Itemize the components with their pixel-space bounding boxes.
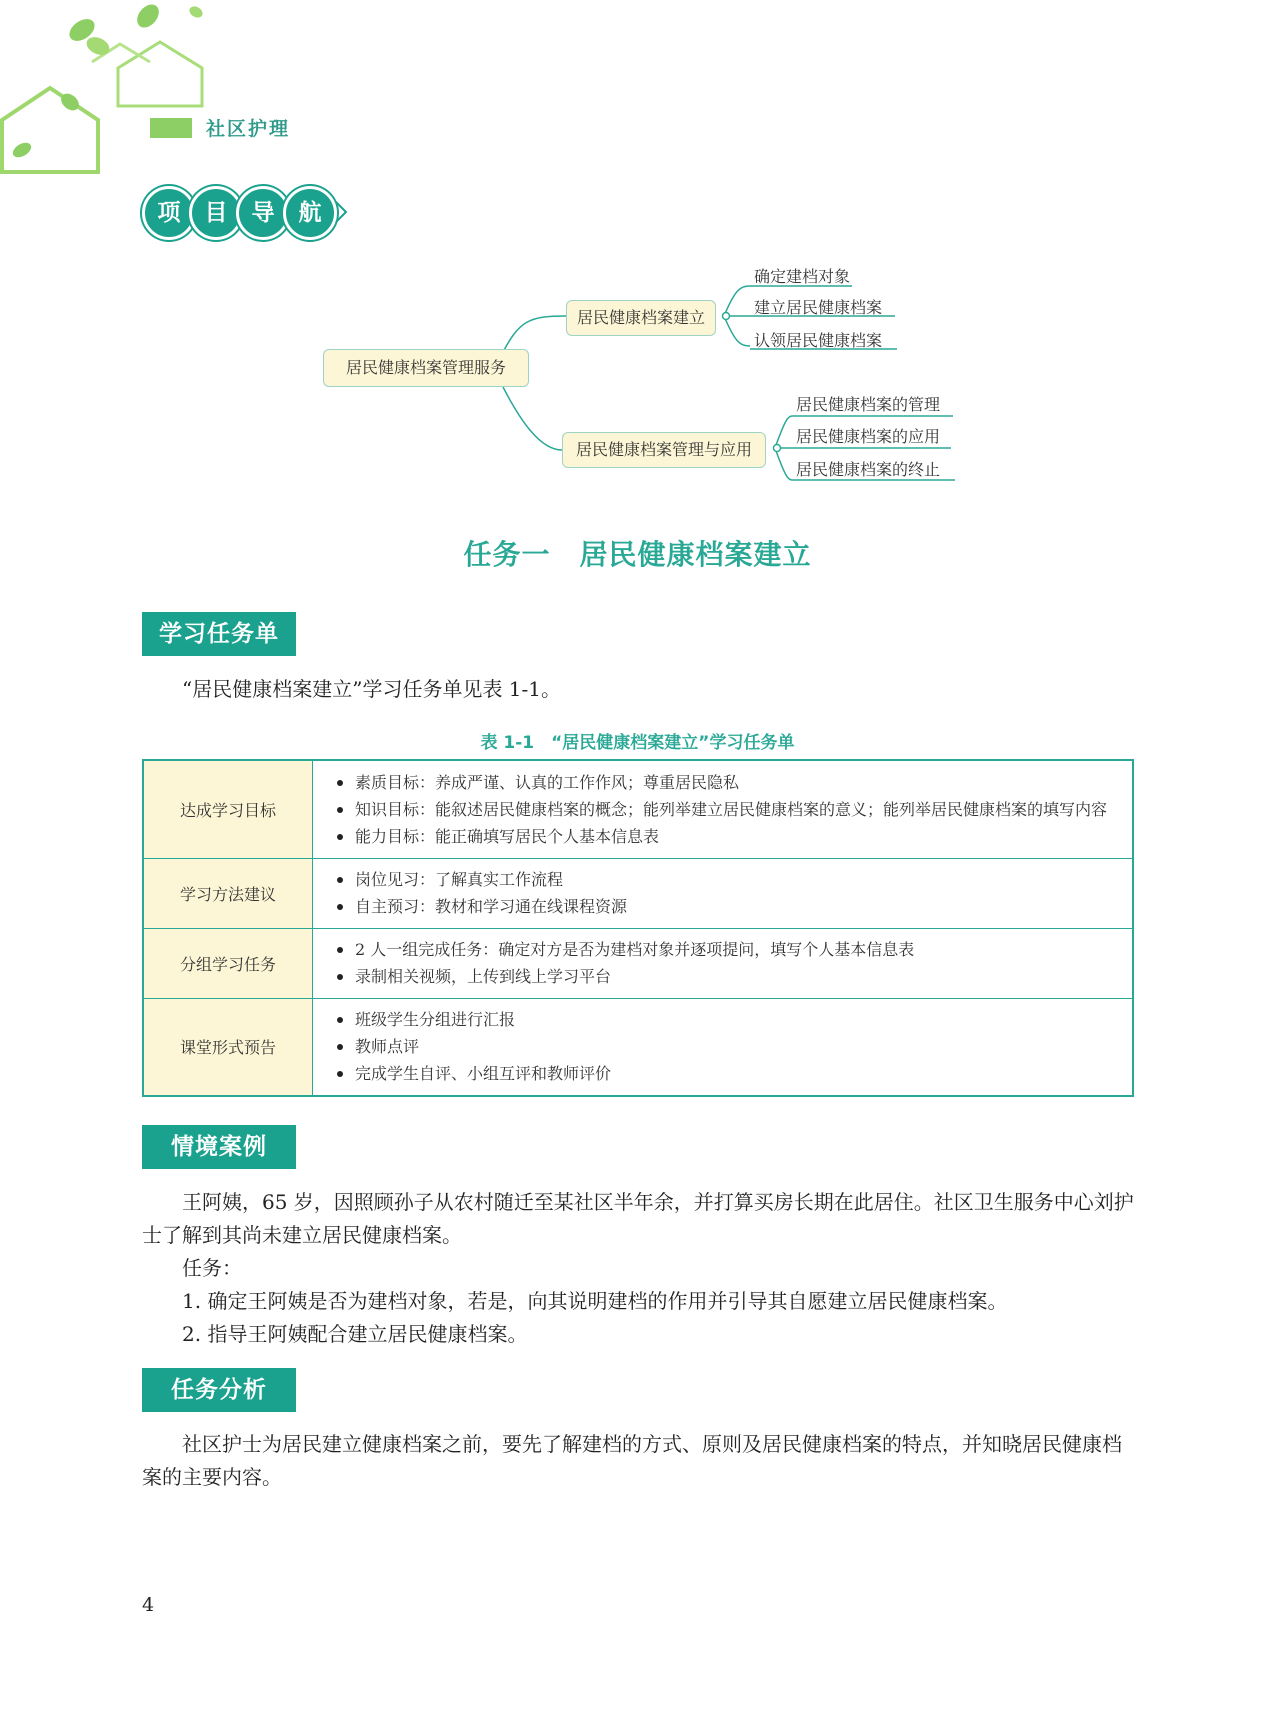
mindmap-root: 居民健康档案管理服务 (323, 349, 529, 387)
list-item: 知识目标：能叙述居民健康档案的概念；能列举建立居民健康档案的意义；能列举居民健康档案的填写内容 (333, 796, 1132, 823)
list-item: 能力目标：能正确填写居民个人基本信息表 (333, 823, 1132, 850)
nav-char: 项 (142, 186, 196, 240)
case-task-label: 任务： (182, 1256, 242, 1280)
mindmap-branch: 居民健康档案建立 (566, 300, 716, 336)
row-body (313, 928, 1134, 998)
table-caption: 表 1-1 “居民健康档案建立”学习任务单 (480, 733, 795, 753)
list-item: 自主预习：教材和学习通在线课程资源 (333, 893, 1132, 920)
mindmap-leaf: 居民健康档案的管理 (796, 395, 941, 414)
table-row (143, 928, 1133, 998)
section-tab-analysis: 任务分析 (142, 1368, 296, 1412)
list-item: 教师点评 (333, 1033, 1132, 1060)
row-body (313, 998, 1134, 1096)
table-row (143, 760, 1133, 858)
page-number: 4 (142, 1594, 155, 1616)
list-item: 素质目标：养成严谨、认真的工作作风；尊重居民隐私 (333, 769, 1132, 796)
nav-char: 导 (236, 186, 290, 240)
mindmap-leaf: 认领居民健康档案 (754, 331, 883, 350)
task-title: 任务一 居民健康档案建立 (463, 538, 812, 571)
list-item: 岗位见习：了解真实工作流程 (333, 866, 1132, 893)
mindmap-connectors (0, 0, 1275, 500)
row-header: 课堂形式预告 (143, 998, 313, 1096)
nav-char: 目 (189, 186, 243, 240)
section-tab-study: 学习任务单 (142, 612, 296, 656)
study-task-table (142, 759, 1134, 1097)
list-item: 2 人一组完成任务：确定对方是否为建档对象并逐项提问，填写个人基本信息表 (333, 936, 1132, 963)
row-body (313, 858, 1134, 928)
table-row (143, 858, 1133, 928)
row-body (313, 760, 1134, 858)
mindmap-leaf: 居民健康档案的应用 (796, 427, 941, 446)
nav-char: 航 (283, 186, 337, 240)
case-paragraph: 王阿姨，65 岁，因照顾孙子从农村随迁至某社区半年余，并打算买房长期在此居住。社区卫生服务中心刘护士了解到其尚未建立居民健康档案。 (142, 1190, 1134, 1247)
mindmap-leaf: 建立居民健康档案 (754, 298, 883, 317)
section-tab-case: 情境案例 (142, 1125, 296, 1169)
analysis-paragraph: 社区护士为居民建立健康档案之前，要先了解建档的方式、原则及居民健康档案的特点，并知晓居民健康档案的主要内容。 (142, 1432, 1122, 1489)
mindmap-branch: 居民健康档案管理与应用 (562, 432, 766, 468)
mindmap-leaf: 居民健康档案的终止 (796, 460, 941, 479)
list-item: 录制相关视频，上传到线上学习平台 (333, 963, 1132, 990)
list-item: 班级学生分组进行汇报 (333, 1006, 1132, 1033)
list-item: 完成学生自评、小组互评和教师评价 (333, 1060, 1132, 1087)
study-intro: “居民健康档案建立”学习任务单见表 1-1。 (182, 677, 562, 701)
row-header: 达成学习目标 (143, 760, 313, 858)
book-title: 社区护理 (206, 118, 291, 140)
row-header: 分组学习任务 (143, 928, 313, 998)
row-header: 学习方法建议 (143, 858, 313, 928)
mindmap-leaf: 确定建档对象 (754, 267, 851, 286)
table-row (143, 998, 1133, 1096)
case-task-item: 2. 指导王阿姨配合建立居民健康档案。 (182, 1322, 528, 1346)
case-task-item: 1. 确定王阿姨是否为建档对象，若是，向其说明建档的作用并引导其自愿建立居民健康档案。 (182, 1289, 1008, 1313)
